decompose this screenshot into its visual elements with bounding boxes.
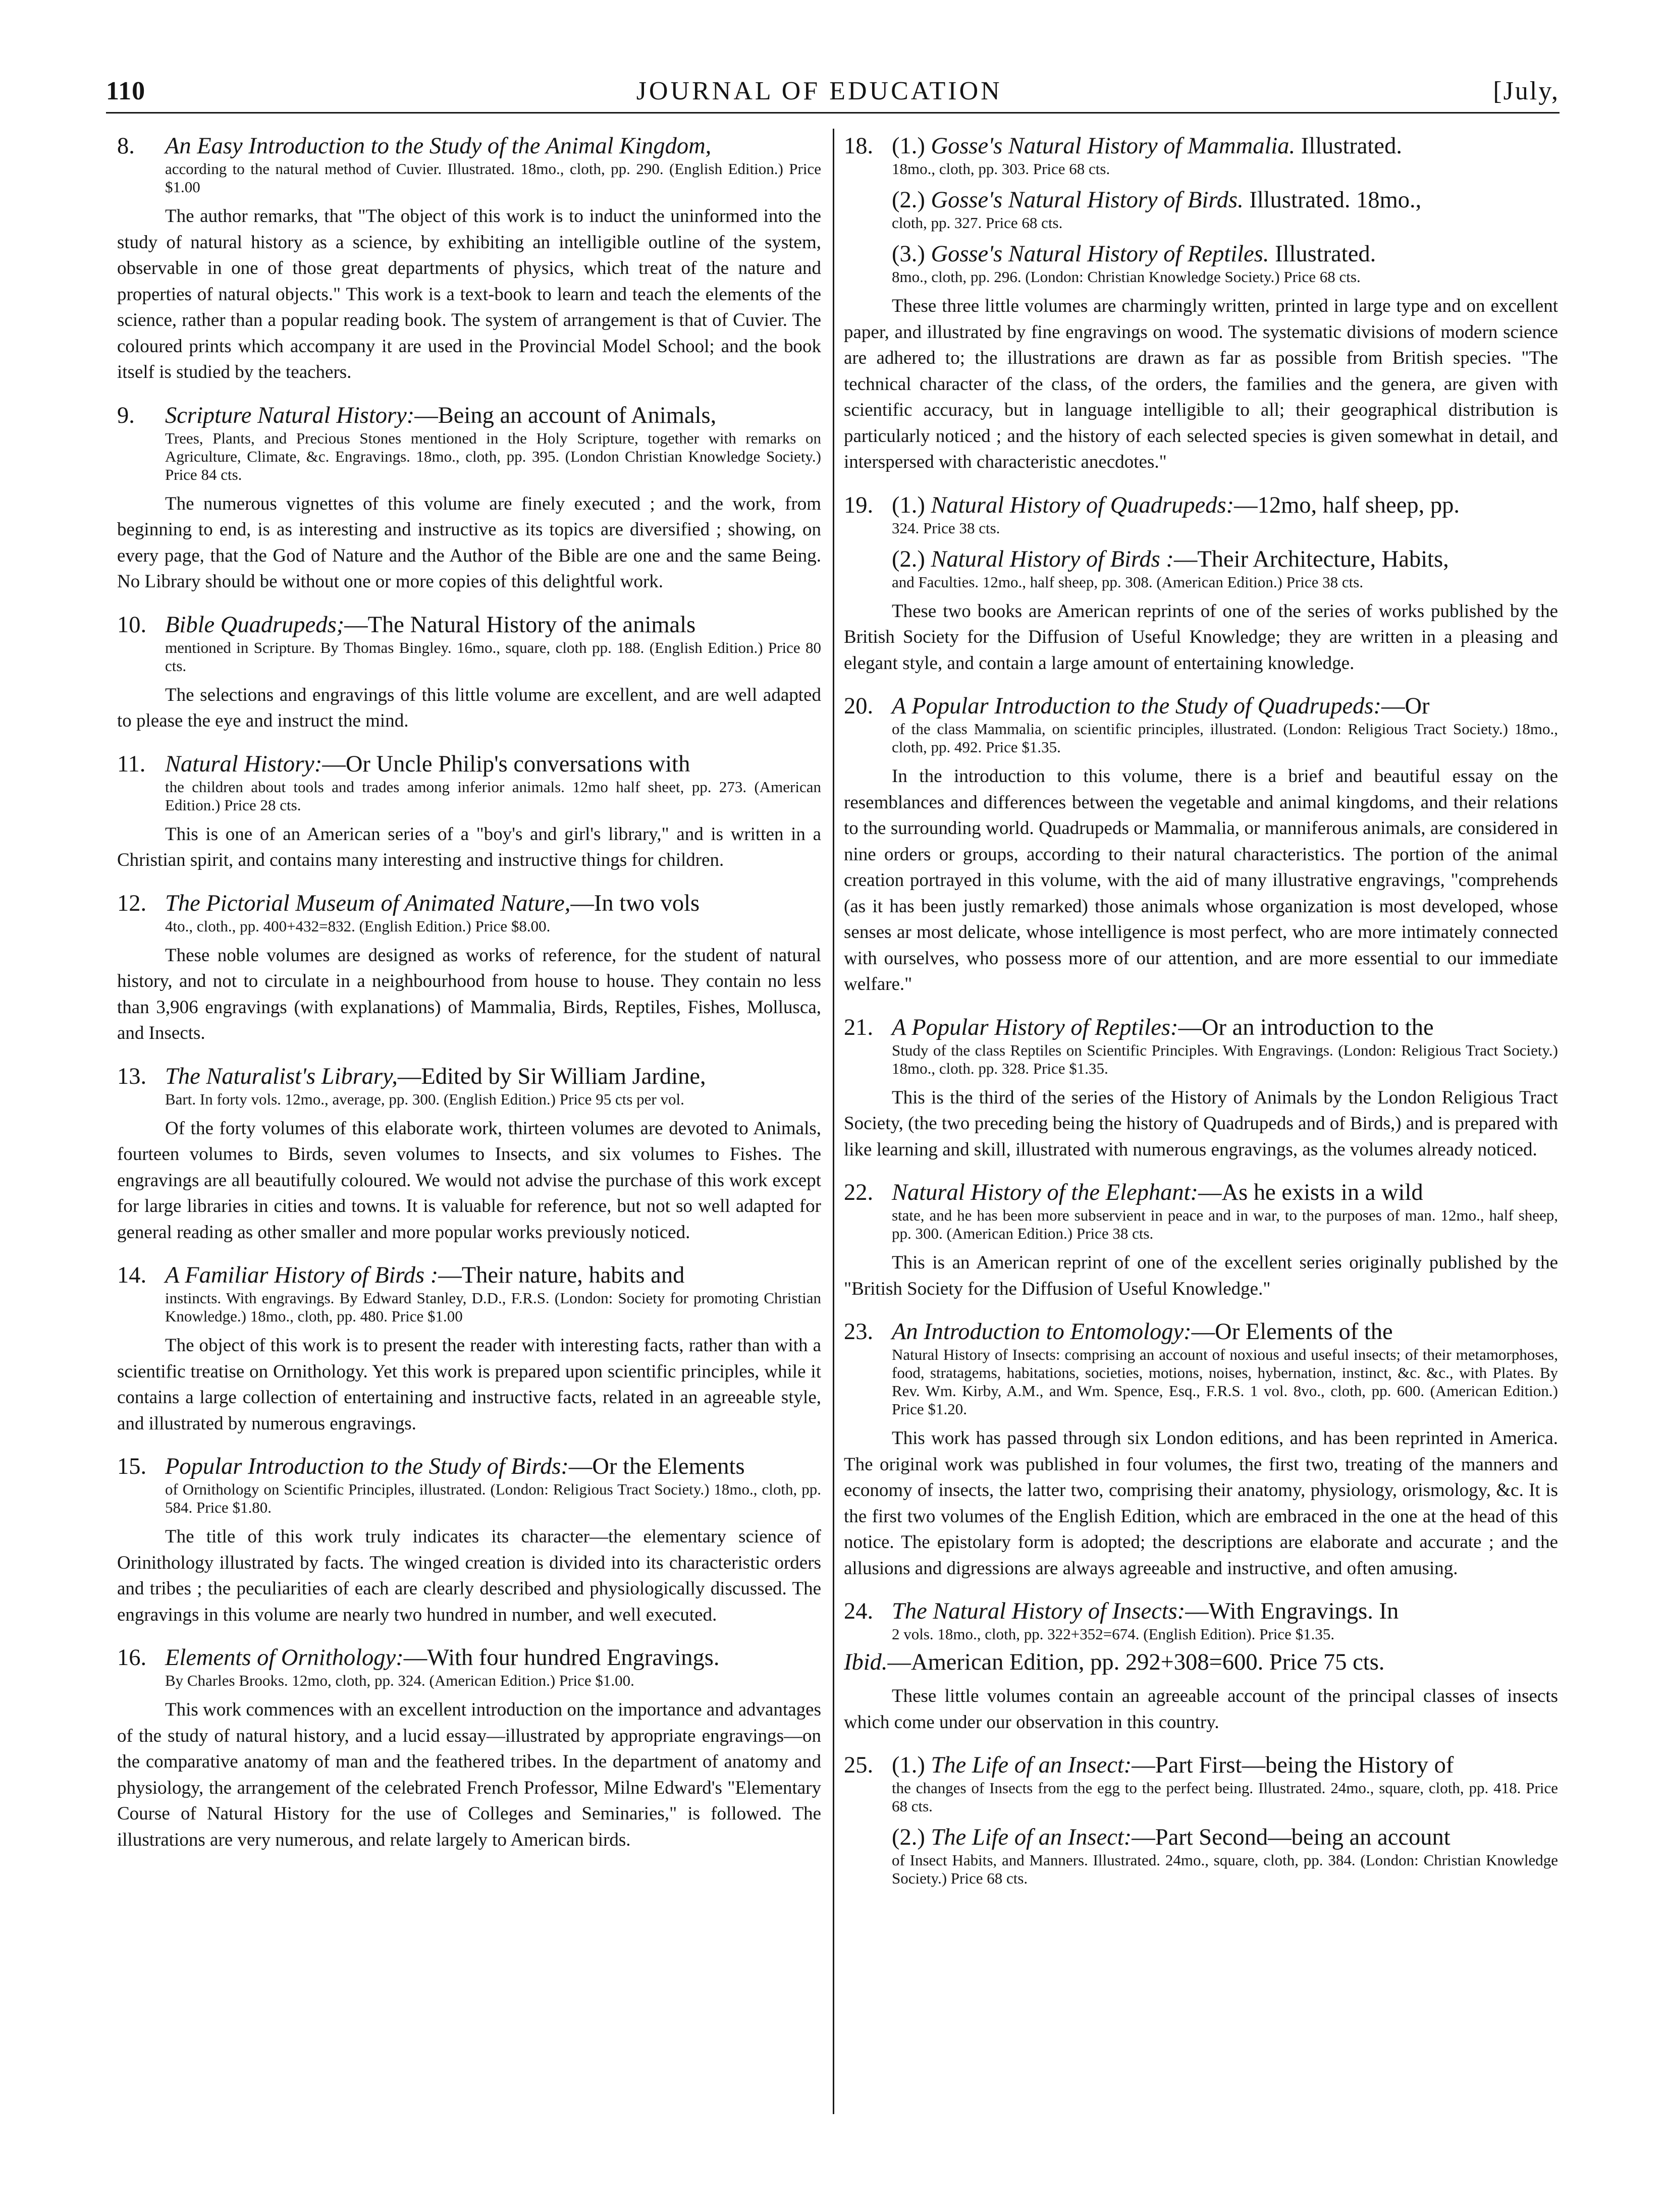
sub-label: (2.)	[892, 546, 925, 572]
ibid-line	[844, 1648, 1558, 1676]
entry-number: 24.	[844, 1598, 874, 1624]
entry-heading	[844, 1318, 1558, 1346]
book-title: Natural History of the Elephant:	[892, 1180, 1199, 1205]
publication-details: Bart. In forty vols. 12mo., average, pp. 300. (English Edition.) Price 95 cts per vol.	[165, 1090, 684, 1108]
title-continuation: Illustrated.	[1269, 241, 1376, 267]
publication-details: 18mo., cloth, pp. 303. Price 68 cts.	[892, 160, 1110, 178]
book-title: Scripture Natural History:	[165, 402, 415, 428]
entry-number: 14.	[117, 1262, 147, 1288]
review-text: This work commences with an excellent introduction on the importance and advantages of the study of natural history, and a lucid essay—illustrated by appropriate engravings—on the comparative anatomy of man and the feathered tribes. In the department of anatomy and physiology, the arrangement of the celebrated French Professor, Milne Edward's "Elementary Course of Natural History for the use of Colleges and Seminaries," is followed. The illustrations are very numerous, and relate largely to American birds.	[117, 1699, 821, 1850]
catalog-entry	[844, 1751, 1558, 1888]
entry-heading	[117, 132, 821, 160]
publication-details: cloth, pp. 327. Price 68 cts.	[892, 214, 1063, 232]
book-title: An Easy Introduction to the Study of the Animal Kingdom,	[165, 133, 712, 159]
publication-details: state, and he has been more subservient in peace and in war, to the purposes of man. 12mo., half sheep, pp. 300. (American Edition.) Price 38 cts.	[892, 1206, 1558, 1242]
book-title: Elements of Ornithology:	[165, 1645, 404, 1671]
review-text: The selections and engravings of this little volume are excellent, and are well adapted to please the eye and instruct the mind.	[117, 684, 821, 731]
entry-heading	[117, 750, 821, 778]
entry-number: 19.	[844, 492, 874, 518]
sub-label: (3.)	[892, 241, 925, 267]
entry-heading	[117, 1063, 821, 1090]
title-continuation: —Or the Elements	[568, 1454, 745, 1479]
book-title: Natural History:	[165, 751, 323, 777]
entry-number: 23.	[844, 1319, 874, 1345]
entry-heading	[844, 132, 1558, 160]
entry-number: 12.	[117, 890, 147, 916]
entry-heading	[117, 1644, 821, 1672]
book-title: Bible Quadrupeds;	[165, 612, 345, 638]
left-column	[117, 132, 821, 1869]
title-continuation: —12mo, half sheep, pp.	[1234, 492, 1460, 518]
catalog-entry	[117, 1063, 821, 1246]
title-continuation: —Being an account of Animals,	[414, 402, 717, 428]
title-continuation: —Or Uncle Philip's conversations with	[322, 751, 690, 777]
sub-label: (1.)	[892, 133, 925, 159]
review-text: This is one of an American series of a "boy's and girl's library," and is written in a Christian spirit, and contains many interesting and instructive things for children.	[117, 823, 821, 870]
title-continuation: Illustrated.	[1295, 133, 1402, 159]
catalog-entry	[117, 1644, 821, 1853]
publication-details: By Charles Brooks. 12mo, cloth, pp. 324. (American Edition.) Price $1.00.	[165, 1672, 634, 1689]
entry-heading	[117, 1453, 821, 1480]
entry-heading	[844, 1751, 1558, 1779]
publication-details: mentioned in Scripture. By Thomas Bingley. 16mo., square, cloth pp. 188. (English Edition.) Price 80 cts.	[165, 638, 821, 675]
book-title: The Life of an Insect:	[931, 1752, 1132, 1778]
book-title: Gosse's Natural History of Mammalia.	[931, 133, 1296, 159]
review-text: This is the third of the series of the History of Animals by the London Religious Tract Society, (the two preceding being the history of Quadrupeds and of Birds,) and is prepared with like learning and skill, illustrated with numerous engravings, as the volumes already noticed.	[844, 1087, 1558, 1160]
ibid-label: Ibid.	[844, 1649, 888, 1675]
book-title: A Familiar History of Birds :	[165, 1262, 439, 1288]
entry-heading	[117, 402, 821, 429]
review-text: Of the forty volumes of this elaborate work, thirteen volumes are devoted to Animals, fourteen volumes to Birds, seven volumes to Insects, and six volumes to Fishes. The engravings are all beautifully coloured. We would not advise the purchase of this work except for large libraries in cities and towns. It is valuable for reference, but not so well adapted for general reading as other smaller and more popular works previously noticed.	[117, 1118, 821, 1243]
book-title: Natural History of Birds :	[931, 546, 1174, 572]
entry-number: 15.	[117, 1454, 147, 1479]
title-continuation: —The Natural History of the animals	[344, 612, 696, 638]
catalog-entry	[117, 402, 821, 595]
publication-details: 324. Price 38 cts.	[892, 519, 1000, 537]
review-text: In the introduction to this volume, there is a brief and beautiful essay on the resemblances and differences between the vegetable and animal kingdoms, and their relations to the surrounding world. Quadrupeds or Mammalia, or manniferous animals, are considered in nine orders or groups, according to their natural characteristics. The portion of the animal creation portrayed in this volume, with the aid of many illustrative engravings, "comprehends (as it has been justly remarked) those animals whose organization is most developed, whose senses ar most delicate, whose intelligence is most perfect, who are more intimately connected with ourselves, who possess more of our attention, and are more essential to our immediate welfare."	[844, 766, 1558, 994]
publication-details: according to the natural method of Cuvier. Illustrated. 18mo., cloth, pp. 290. (English Edition.) Price $1.00	[165, 160, 821, 196]
review-text: These three little volumes are charmingly written, printed in large type and on excellent paper, and illustrated by fine engravings on wood. The systematic divisions of modern science are adhered to; the illustrations are drawn as far as possible from British species. "The technical character of the class, of the orders, the families and the genera, are given with scientific accuracy, but in language intelligible to all; their geographical distribution is particularly noticed ; and the history of each selected species is given somewhat in detail, and interspersed with characteristic anecdotes."	[844, 296, 1558, 472]
entry-heading	[117, 611, 821, 639]
entry-heading	[844, 491, 1558, 519]
right-column	[844, 132, 1558, 1904]
entry-number: 22.	[844, 1180, 874, 1205]
publication-details: Natural History of Insects: comprising an account of noxious and useful insects; of their metamorphoses, food, stratagems, habitations, societies, motions, noises, hybernation, instinct, &c. &c., with Plates. By Rev. Wm. Kirby, A.M., and Wm. Spence, Esq., F.R.S. 1 vol. 8vo., cloth, pp. 600. (American Edition.) Price $1.20.	[892, 1346, 1558, 1418]
publication-details: the children about tools and trades among inferior animals. 12mo half sheet, pp. 273. (American Edition.) Price 28 cts.	[165, 778, 821, 814]
catalog-entry	[844, 1179, 1558, 1302]
entry-number: 9.	[117, 402, 135, 428]
sub-label: (1.)	[892, 492, 925, 518]
header-rule	[106, 112, 1560, 114]
publication-details: of the class Mammalia, on scientific principles, illustrated. (London: Religious Tract Society.) 18mo., cloth, pp. 492. Price $1.35.	[892, 720, 1558, 756]
book-title: The Natural History of Insects:	[892, 1598, 1186, 1624]
entry-heading	[117, 1261, 821, 1289]
catalog-entry	[844, 692, 1558, 998]
title-continuation: —With four hundred Engravings.	[403, 1645, 720, 1671]
publication-details: 8mo., cloth, pp. 296. (London: Christian Knowledge Society.) Price 68 cts.	[892, 268, 1361, 286]
entry-heading	[844, 1014, 1558, 1041]
book-title: Popular Introduction to the Study of Birds:	[165, 1454, 569, 1479]
book-title: An Introduction to Entomology:	[892, 1319, 1192, 1345]
catalog-entry	[117, 132, 821, 385]
publication-details: of Ornithology on Scientific Principles, illustrated. (London: Religious Tract Society.) 18mo., cloth, pp. 584. Price $1.80.	[165, 1480, 821, 1516]
publication-details: and Faculties. 12mo., half sheep, pp. 308. (American Edition.) Price 38 cts.	[892, 573, 1364, 591]
title-continuation: —In two vols	[570, 890, 700, 916]
title-continuation: —Their nature, habits and	[438, 1262, 685, 1288]
entry-number: 10.	[117, 612, 147, 638]
title-continuation: —Part First—being the History of	[1132, 1752, 1454, 1778]
sub-label: (2.)	[892, 1824, 925, 1850]
title-continuation: —Edited by Sir William Jardine,	[397, 1063, 706, 1089]
book-title: Natural History of Quadrupeds:	[931, 492, 1234, 518]
book-title: The Pictorial Museum of Animated Nature,	[165, 890, 571, 916]
entry-heading	[844, 1179, 1558, 1206]
entry-heading	[844, 240, 1558, 268]
entry-number: 21.	[844, 1014, 874, 1040]
book-title: Gosse's Natural History of Reptiles.	[931, 241, 1269, 267]
catalog-entry	[844, 491, 1558, 677]
book-title: The Life of an Insect:	[931, 1824, 1132, 1850]
entry-heading	[844, 1597, 1558, 1625]
entry-heading	[844, 186, 1558, 214]
catalog-entry	[117, 750, 821, 873]
entry-number: 20.	[844, 693, 874, 719]
page-header	[106, 61, 1560, 106]
entry-number: 11.	[117, 751, 146, 777]
sub-label: (1.)	[892, 1752, 925, 1778]
entry-heading	[844, 692, 1558, 720]
book-title: Gosse's Natural History of Birds.	[931, 187, 1244, 213]
title-continuation: —Part Second—being an account	[1132, 1824, 1450, 1850]
review-text: The author remarks, that "The object of this work is to induct the uninformed into the study of natural history as a science, by exhibiting an intelligible outline of the system, observable in one of those great departments of physics, which treat of the nature and properties of natural objects." This work is a text-book to learn and teach the elements of the science, rather than a popular reading book. The system of arrangement is that of Cuvier. The coloured prints which accompany it are used in the Provincial Model School; and the book itself is studied by the teachers.	[117, 206, 821, 382]
catalog-entry	[844, 1014, 1558, 1163]
publication-details: 2 vols. 18mo., cloth, pp. 322+352=674. (English Edition). Price $1.35.	[892, 1625, 1335, 1643]
publication-details: Study of the class Reptiles on Scientific Principles. With Engravings. (London: Religious Tract Society.) 18mo., cloth. pp. 328. Price $1.35.	[892, 1041, 1558, 1077]
review-text: This work has passed through six London editions, and has been reprinted in America. The original work was published in four volumes, the first two, treating of the manners and economy of insects, the latter two, comprising their anatomy, physiology, orismology, &c. It is the first two volumes of the English Edition, which are embraced in the one at the head of this notice. The epistolary form is adopted; the descriptions are elaborate and accurate ; and the allusions and digressions are always agreeable and instructive, and often amusing.	[844, 1428, 1558, 1579]
entry-number: 13.	[117, 1063, 147, 1089]
review-text: These two books are American reprints of one of the series of works published by the British Society for the Diffusion of Useful Knowledge; they are written in a pleasing and elegant style, and contain a large amount of entertaining knowledge.	[844, 600, 1558, 674]
title-continuation: —Their Architecture, Habits,	[1173, 546, 1449, 572]
title-continuation: —As he exists in a wild	[1198, 1180, 1423, 1205]
issue-month: [July,	[1493, 77, 1560, 105]
entry-heading	[844, 545, 1558, 573]
catalog-entry	[844, 1318, 1558, 1581]
entry-heading	[117, 890, 821, 917]
publication-details: Trees, Plants, and Precious Stones mentioned in the Holy Scripture, together with remarks on Agriculture, Climate, &c. Engravings. 18mo., cloth, pp. 395. (London Christian Knowledge Society.) Price 84 cts.	[165, 429, 821, 483]
catalog-entry	[117, 611, 821, 734]
review-text: These little volumes contain an agreeable account of the principal classes of insects which come under our observation in this country.	[844, 1686, 1558, 1733]
entry-number: 8.	[117, 133, 135, 159]
publication-details: of Insect Habits, and Manners. Illustrated. 24mo., square, cloth, pp. 384. (London: Christian Knowledge Society.) Price 68 cts.	[892, 1851, 1558, 1887]
publication-details: the changes of Insects from the egg to the perfect being. Illustrated. 24mo., square, cloth, pp. 418. Price 68 cts.	[892, 1779, 1558, 1815]
entry-heading	[844, 1823, 1558, 1851]
entry-number: 18.	[844, 133, 874, 159]
ibid-text: —American Edition, pp. 292+308=600. Price 75 cts.	[887, 1649, 1385, 1675]
book-title: A Popular History of Reptiles:	[892, 1014, 1178, 1040]
publication-details: 4to., cloth., pp. 400+432=832. (English Edition.) Price $8.00.	[165, 917, 551, 935]
title-continuation: —Or an introduction to the	[1178, 1014, 1434, 1040]
review-text: The numerous vignettes of this volume are finely executed ; and the work, from beginning to end, is as interesting and instructive as its topics are diversified ; showing, on every page, that the God of Nature and the Author of the Bible are one and the same Being. No Library should be without one or more copies of this delightful work.	[117, 493, 821, 592]
review-text: These noble volumes are designed as works of reference, for the student of natural history, and not to circulate in a neighbourhood from house to house. They contain no less than 3,906 engravings (with explanations) of Mammalia, Birds, Reptiles, Fishes, Mollusca, and Insects.	[117, 945, 821, 1043]
publication-details: instincts. With engravings. By Edward Stanley, D.D., F.R.S. (London: Society for promoting Christian Knowledge.) 18mo., cloth, pp. 480. Price $1.00	[165, 1289, 821, 1325]
page-number: 110	[106, 77, 146, 105]
catalog-entry	[844, 132, 1558, 475]
catalog-entry	[844, 1597, 1558, 1735]
title-continuation: Illustrated. 18mo.,	[1243, 187, 1422, 213]
title-continuation: —Or	[1381, 693, 1430, 719]
entry-number: 16.	[117, 1645, 147, 1671]
review-text: This is an American reprint of one of the excellent series originally published by the "British Society for the Diffusion of Useful Knowledge."	[844, 1252, 1558, 1299]
review-text: The object of this work is to present the reader with interesting facts, rather than with a scientific treatise on Ornithology. Yet this work is prepared upon scientific principles, while it contains a large collection of entertaining and instructive facts, related in an agreeable style, and illustrated by numerous engravings.	[117, 1335, 821, 1434]
column-divider	[833, 129, 834, 2114]
entry-number: 25.	[844, 1752, 874, 1778]
book-title: The Naturalist's Library,	[165, 1063, 398, 1089]
sub-label: (2.)	[892, 187, 925, 213]
catalog-entry	[117, 1453, 821, 1628]
review-text: The title of this work truly indicates its character—the elementary science of Orinithology illustrated by facts. The winged creation is divided into its characteristic orders and tribes ; the peculiarities of each are clearly described and physiologically discussed. The engravings in this volume are nearly two hundred in number, and well executed.	[117, 1526, 821, 1625]
book-title: A Popular Introduction to the Study of Quadrupeds:	[892, 693, 1381, 719]
title-continuation: —With Engravings. In	[1185, 1598, 1399, 1624]
journal-title: JOURNAL OF EDUCATION	[636, 77, 1002, 105]
title-continuation: —Or Elements of the	[1191, 1319, 1393, 1345]
catalog-entry	[117, 890, 821, 1046]
catalog-entry	[117, 1261, 821, 1436]
